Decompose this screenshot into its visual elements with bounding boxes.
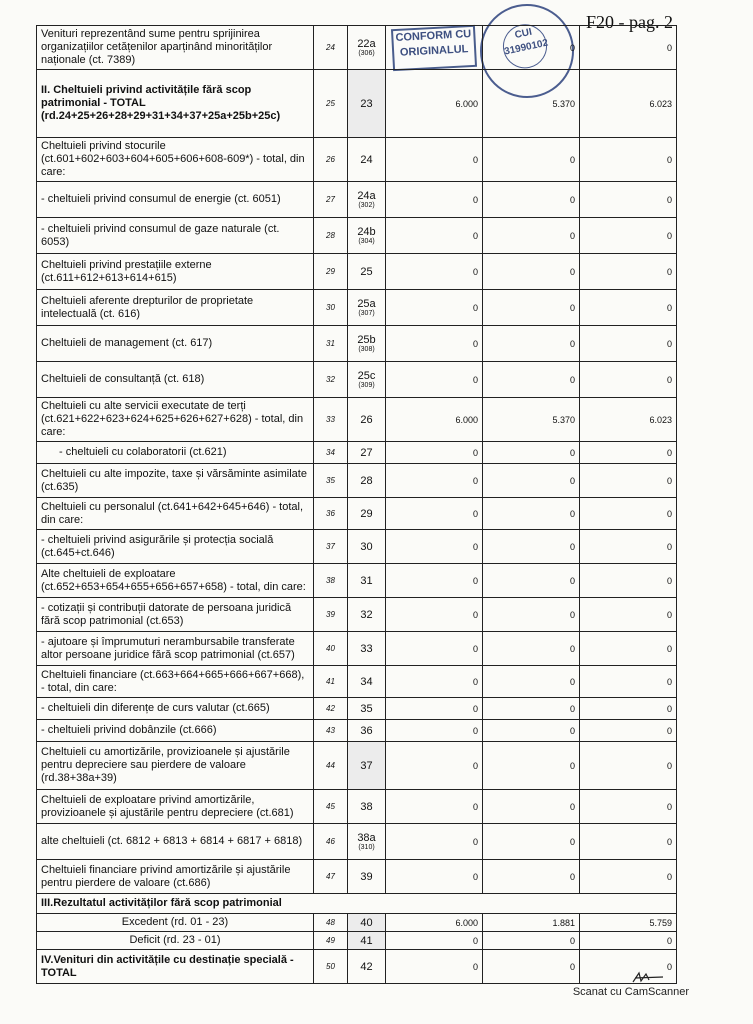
value-col1: 0 (386, 464, 483, 498)
stamp-line-1: CONFORM CU (395, 28, 472, 44)
row-label: - cheltuieli privind consumul de gaze naturale (ct. 6053) (37, 218, 314, 254)
value-col3: 0 (580, 530, 677, 564)
row-label: Deficit (rd. 23 - 01) (37, 932, 314, 950)
value-col3: 0 (580, 860, 677, 894)
value-col1 (386, 26, 483, 70)
row-code-sub: (308) (358, 345, 375, 353)
value-col2: 0 (483, 742, 580, 790)
table-row (37, 182, 677, 218)
row-number: 47 (314, 860, 348, 894)
stamp-line-2: ORIGINALUL (399, 43, 469, 59)
row-label: Cheltuieli de consultanță (ct. 618) (37, 362, 314, 398)
value-col1: 0 (386, 790, 483, 824)
row-number: 28 (314, 218, 348, 254)
row-code-main: 38 (360, 800, 373, 813)
row-number: 45 (314, 790, 348, 824)
table-row (37, 564, 677, 598)
value-col3: 0 (580, 182, 677, 218)
row-label: Cheltuieli cu personalul (ct.641+642+645+646) - total, din care: (37, 498, 314, 530)
row-label: Cheltuieli cu amortizările, provizioanele și ajustările pentru depreciere sau pierdere de valoare (rd.38+38a+39) (37, 742, 314, 790)
table-row (37, 860, 677, 894)
value-col2: 0 (483, 790, 580, 824)
row-label: - cotizații și contribuții datorate de persoana juridică fără scop patrimonial (ct.653) (37, 598, 314, 632)
value-col1: 0 (386, 598, 483, 632)
row-code-main: 23 (360, 97, 373, 110)
value-col1: 0 (386, 860, 483, 894)
value-col3: 0 (580, 564, 677, 598)
row-code (348, 326, 386, 362)
row-code-main: 33 (360, 642, 373, 655)
seal-cui-number: 31990102 (503, 37, 550, 58)
value-col1: 0 (386, 950, 483, 984)
value-col2: 0 (483, 598, 580, 632)
row-code (348, 666, 386, 698)
value-col3: 0 (580, 138, 677, 182)
row-code (348, 598, 386, 632)
row-code-sub: (307) (358, 309, 375, 317)
value-col2: 0 (483, 950, 580, 984)
row-label: alte cheltuieli (ct. 6812 + 6813 + 6814 + 6817 + 6818) (37, 824, 314, 860)
row-label: Cheltuieli privind prestațiile externe (ct.611+612+613+614+615) (37, 254, 314, 290)
row-label: II. Cheltuieli privind activitățile fără scop patrimonial - TOTAL (rd.24+25+26+28+29+31+34+37+25a+25b+25c) (37, 70, 314, 138)
row-code (348, 742, 386, 790)
value-col3: 0 (580, 254, 677, 290)
row-number: 42 (314, 698, 348, 720)
value-col1: 0 (386, 182, 483, 218)
row-code (348, 564, 386, 598)
row-number: 40 (314, 632, 348, 666)
row-code-main: 26 (360, 413, 373, 426)
value-col3: 0 (580, 698, 677, 720)
value-col2: 1.881 (483, 914, 580, 932)
row-code-main: 22a (357, 37, 376, 50)
row-label: - cheltuieli cu colaboratorii (ct.621) (37, 442, 314, 464)
value-col3: 0 (580, 742, 677, 790)
row-number: 50 (314, 950, 348, 984)
row-code: 42 (348, 950, 386, 984)
table-row (37, 290, 677, 326)
value-col2: 0 (483, 218, 580, 254)
row-code-main: 36 (360, 724, 373, 737)
value-col3: 0 (580, 26, 677, 70)
value-col1: 0 (386, 932, 483, 950)
row-label: - ajutoare și împrumuturi nerambursabile transferate altor persoane juridice fără scop patrimonial (ct.657) (37, 632, 314, 666)
row-number: 37 (314, 530, 348, 564)
row-label: Cheltuieli aferente drepturilor de proprietate intelectuală (ct. 616) (37, 290, 314, 326)
table-row (37, 598, 677, 632)
row-number: 46 (314, 824, 348, 860)
value-col2: 0 (483, 290, 580, 326)
row-code (348, 442, 386, 464)
seal-cui-label: CUI (513, 26, 533, 42)
signature-mark (631, 970, 665, 984)
value-col1: 0 (386, 720, 483, 742)
row-number: 29 (314, 254, 348, 290)
row-code: 41 (348, 932, 386, 950)
value-col1: 0 (386, 362, 483, 398)
row-code (348, 290, 386, 326)
row-code (348, 254, 386, 290)
value-col2: 0 (483, 932, 580, 950)
value-col1: 0 (386, 742, 483, 790)
value-col1: 0 (386, 138, 483, 182)
row-number: 39 (314, 598, 348, 632)
value-col3: 0 (580, 932, 677, 950)
value-col3: 0 (580, 790, 677, 824)
value-col2: 0 (483, 632, 580, 666)
value-col1: 0 (386, 442, 483, 464)
financial-table (36, 25, 677, 984)
row-code (348, 182, 386, 218)
value-col3: 0 (580, 218, 677, 254)
row-number: 25 (314, 70, 348, 138)
value-col2: 0 (483, 138, 580, 182)
row-label: Venituri reprezentând sume pentru sprijinirea organizațiilor cetățenilor aparținând minorităților naționale (ct. 7389) (37, 26, 314, 70)
value-col2: 0 (483, 326, 580, 362)
row-code-main: 24a (357, 189, 376, 202)
table-row (37, 742, 677, 790)
table-row (37, 790, 677, 824)
row-code (348, 790, 386, 824)
row-code-main: 29 (360, 507, 373, 520)
value-col2: 5.370 (483, 70, 580, 138)
row-code (348, 632, 386, 666)
value-col1: 0 (386, 666, 483, 698)
value-col3: 0 (580, 442, 677, 464)
row-number: 24 (314, 26, 348, 70)
row-number: 31 (314, 326, 348, 362)
row-code (348, 530, 386, 564)
value-col1: 0 (386, 290, 483, 326)
row-number: 36 (314, 498, 348, 530)
table-row (37, 398, 677, 442)
value-col3: 6.023 (580, 70, 677, 138)
table-row (37, 218, 677, 254)
value-col2: 0 (483, 182, 580, 218)
value-col1: 0 (386, 498, 483, 530)
table-row (37, 464, 677, 498)
value-col2: 0 (483, 464, 580, 498)
row-label: - cheltuieli privind dobânzile (ct.666) (37, 720, 314, 742)
value-col2: 0 (483, 666, 580, 698)
value-col1: 0 (386, 698, 483, 720)
table-row (37, 914, 677, 932)
table-row (37, 362, 677, 398)
value-col2: 0 (483, 254, 580, 290)
row-code-main: 39 (360, 870, 373, 883)
value-col3: 0 (580, 950, 677, 984)
value-col2: 0 (483, 26, 580, 70)
row-number: 26 (314, 138, 348, 182)
value-col3: 0 (580, 290, 677, 326)
value-col3: 0 (580, 720, 677, 742)
table-row (37, 666, 677, 698)
row-code (348, 860, 386, 894)
table-body (37, 26, 677, 984)
table-row (37, 138, 677, 182)
row-label: Excedent (rd. 01 - 23) (37, 914, 314, 932)
value-col3: 5.759 (580, 914, 677, 932)
value-col1: 6.000 (386, 398, 483, 442)
row-label: Cheltuieli financiare privind amortizările și ajustările pentru pierdere de valoare (ct.686) (37, 860, 314, 894)
value-col3: 0 (580, 362, 677, 398)
row-code-main: 25b (357, 333, 376, 346)
value-col2: 0 (483, 564, 580, 598)
table-row (37, 932, 677, 950)
row-label: Cheltuieli de exploatare privind amortizările, provizioanele și ajustările pentru depreciere (ct.681) (37, 790, 314, 824)
row-code (348, 218, 386, 254)
row-code-sub: (310) (358, 843, 375, 851)
row-label: - cheltuieli privind asigurările și protecția socială (ct.645+ct.646) (37, 530, 314, 564)
row-number: 27 (314, 182, 348, 218)
value-col2: 0 (483, 860, 580, 894)
table-row (37, 632, 677, 666)
value-col1: 6.000 (386, 914, 483, 932)
row-code-main: 24 (360, 153, 373, 166)
value-col1: 0 (386, 564, 483, 598)
row-code (348, 70, 386, 138)
row-number: 49 (314, 932, 348, 950)
row-code-main: 38a (357, 831, 376, 844)
table-row (37, 498, 677, 530)
row-code (348, 138, 386, 182)
row-label: - cheltuieli din diferențe de curs valutar (ct.665) (37, 698, 314, 720)
table-row (37, 824, 677, 860)
value-col2: 0 (483, 824, 580, 860)
row-label: Alte cheltuieli de exploatare (ct.652+653+654+655+656+657+658) - total, din care: (37, 564, 314, 598)
row-code-main: 27 (360, 446, 373, 459)
value-col1: 0 (386, 632, 483, 666)
row-code-main: 25a (357, 297, 376, 310)
row-number: 41 (314, 666, 348, 698)
row-code-main: 24b (357, 225, 376, 238)
row-code-main: 31 (360, 574, 373, 587)
table-row (37, 950, 677, 984)
value-col2: 0 (483, 530, 580, 564)
row-code-sub: (306) (358, 49, 375, 57)
value-col2: 0 (483, 442, 580, 464)
section-iii-title: III.Rezultatul activităților fără scop patrimonial (37, 894, 677, 914)
page-label: F20 - pag. 2 (586, 12, 673, 32)
row-code-sub: (309) (358, 381, 375, 389)
row-code (348, 398, 386, 442)
row-label: Cheltuieli cu alte servicii executate de terți (ct.621+622+623+624+625+626+627+628) - total, din care: (37, 398, 314, 442)
row-number: 34 (314, 442, 348, 464)
table-row (37, 26, 677, 70)
table-row (37, 254, 677, 290)
row-code (348, 464, 386, 498)
row-number: 44 (314, 742, 348, 790)
value-col2: 5.370 (483, 398, 580, 442)
row-code: 40 (348, 914, 386, 932)
value-col3: 0 (580, 632, 677, 666)
section-header-row (37, 894, 677, 914)
row-code-main: 35 (360, 702, 373, 715)
row-label: IV.Venituri din activitățile cu destinație specială - TOTAL (37, 950, 314, 984)
scan-footer: Scanat cu CamScanner (572, 986, 689, 998)
table-row (37, 70, 677, 138)
value-col1: 0 (386, 218, 483, 254)
value-col2: 0 (483, 498, 580, 530)
row-code-sub: (304) (358, 237, 375, 245)
table-row (37, 720, 677, 742)
row-code-main: 25 (360, 265, 373, 278)
value-col3: 6.023 (580, 398, 677, 442)
row-code (348, 720, 386, 742)
value-col3: 0 (580, 464, 677, 498)
row-number: 32 (314, 362, 348, 398)
row-label: - cheltuieli privind consumul de energie (ct. 6051) (37, 182, 314, 218)
row-code-main: 37 (360, 759, 373, 772)
row-number: 48 (314, 914, 348, 932)
value-col3: 0 (580, 598, 677, 632)
row-code-main: 32 (360, 608, 373, 621)
value-col1: 6.000 (386, 70, 483, 138)
row-label: Cheltuieli privind stocurile (ct.601+602+603+604+605+606+608-609*) - total, din care: (37, 138, 314, 182)
row-number: 38 (314, 564, 348, 598)
table-row (37, 530, 677, 564)
row-code (348, 362, 386, 398)
row-code (348, 498, 386, 530)
row-code (348, 26, 386, 70)
row-number: 43 (314, 720, 348, 742)
row-code-main: 28 (360, 474, 373, 487)
row-code-main: 34 (360, 675, 373, 688)
row-code-main: 25c (357, 369, 376, 382)
row-number: 33 (314, 398, 348, 442)
value-col1: 0 (386, 254, 483, 290)
value-col3: 0 (580, 824, 677, 860)
value-col1: 0 (386, 824, 483, 860)
value-col2: 0 (483, 362, 580, 398)
value-col1: 0 (386, 530, 483, 564)
value-col3: 0 (580, 326, 677, 362)
row-code-sub: (302) (358, 201, 375, 209)
row-number: 35 (314, 464, 348, 498)
row-code (348, 698, 386, 720)
row-label: Cheltuieli financiare (ct.663+664+665+666+667+668), - total, din care: (37, 666, 314, 698)
row-label: Cheltuieli de management (ct. 617) (37, 326, 314, 362)
table-row (37, 698, 677, 720)
row-number: 30 (314, 290, 348, 326)
value-col1: 0 (386, 326, 483, 362)
value-col2: 0 (483, 698, 580, 720)
value-col3: 0 (580, 666, 677, 698)
row-code (348, 824, 386, 860)
table-row (37, 326, 677, 362)
row-label: Cheltuieli cu alte impozite, taxe și vărsăminte asimilate (ct.635) (37, 464, 314, 498)
table-row (37, 442, 677, 464)
value-col2: 0 (483, 720, 580, 742)
value-col3: 0 (580, 498, 677, 530)
row-code-main: 30 (360, 540, 373, 553)
